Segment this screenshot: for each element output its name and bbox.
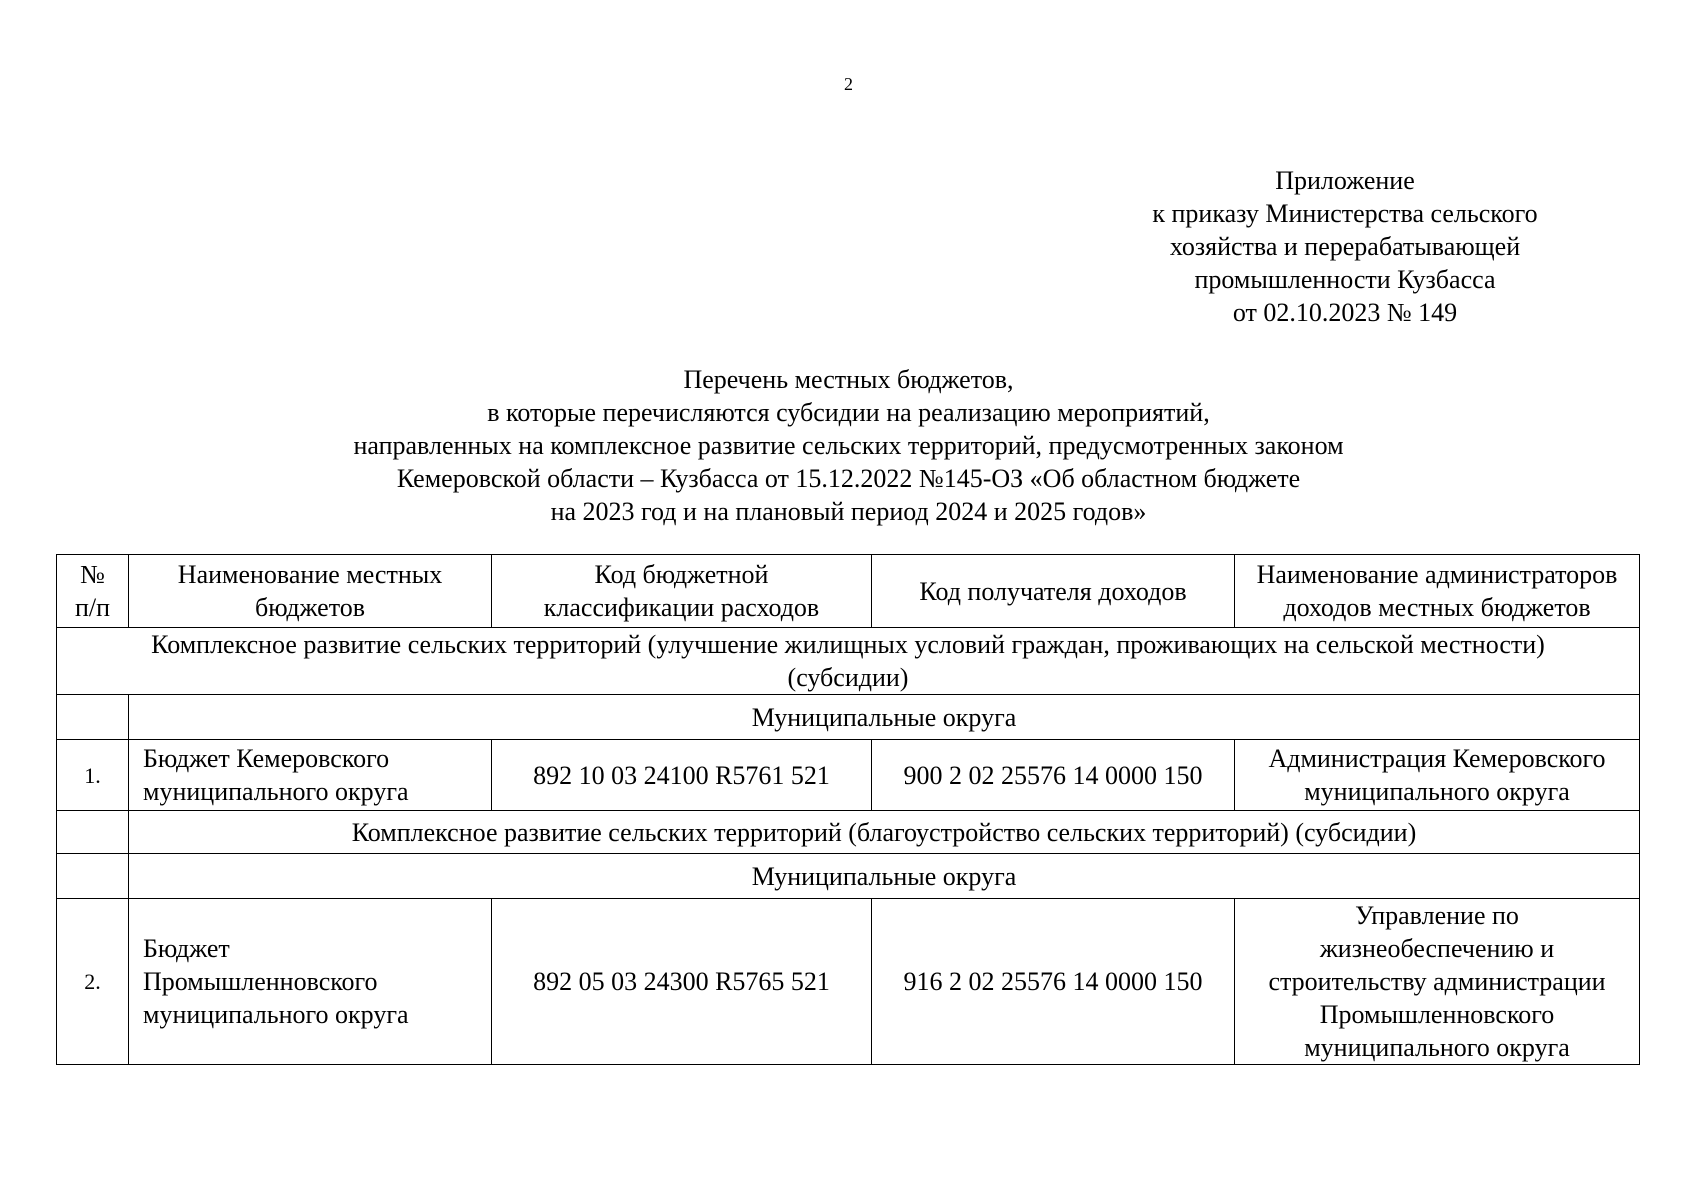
budget-name-cell: Бюджет Кемеровского муниципального округа: [129, 740, 492, 811]
appendix-line: хозяйства и перерабатывающей: [1169, 232, 1521, 261]
budget-table: [56, 554, 1640, 1065]
row-number: 1.: [57, 740, 129, 811]
title-line: направленных на комплексное развитие сельских территорий, предусмотренных законом: [353, 431, 1344, 460]
title-line: Кемеровской области – Кузбасса от 15.12.2022 №145-ОЗ «Об областном бюджете: [396, 464, 1301, 493]
appendix-line: промышленности Кузбасса: [1194, 265, 1496, 294]
section-title-improvement: Комплексное развитие сельских территорий (благоустройство сельских территорий) (субсидии): [129, 811, 1640, 854]
header-administrator: Наименование администраторов доходов местных бюджетов: [1235, 555, 1640, 628]
header-number: № п/п: [57, 555, 129, 628]
recipient-code-cell: 900 2 02 25576 14 0000 150: [872, 740, 1235, 811]
section-row: [57, 628, 1640, 695]
subheader-municipal-districts: Муниципальные округа: [129, 695, 1640, 740]
section-title-housing: Комплексное развитие сельских территорий (улучшение жилищных условий граждан, проживающих на сельской местности) (субсидии): [57, 628, 1640, 695]
table-header-row: [57, 555, 1640, 628]
subheader-row: [57, 854, 1640, 899]
document-title: [200, 363, 1497, 528]
title-line: на 2023 год и на плановый период 2024 и 2025 годов»: [550, 497, 1147, 526]
section-row: [57, 811, 1640, 854]
row-number: 2.: [57, 899, 129, 1065]
appendix-line: от 02.10.2023 № 149: [1232, 298, 1458, 327]
header-recipient-code: Код получателя доходов: [872, 555, 1235, 628]
table-row: [57, 740, 1640, 811]
expense-code-cell: 892 10 03 24100 R5761 521: [492, 740, 872, 811]
budget-name-cell: Бюджет Промышленновского муниципального округа: [129, 899, 492, 1065]
title-line: Перечень местных бюджетов,: [683, 365, 1014, 394]
subheader-municipal-districts: Муниципальные округа: [129, 854, 1640, 899]
administrator-cell: Управление по жизнеобеспечению и строительству администрации Промышленновского муниципального округа: [1235, 899, 1640, 1065]
administrator-cell: Администрация Кемеровского муниципального округа: [1235, 740, 1640, 811]
appendix-block: [1100, 164, 1590, 329]
table-row: [57, 899, 1640, 1065]
recipient-code-cell: 916 2 02 25576 14 0000 150: [872, 899, 1235, 1065]
title-line: в которые перечисляются субсидии на реализацию мероприятий,: [487, 398, 1210, 427]
appendix-line: к приказу Министерства сельского: [1152, 199, 1538, 228]
subheader-row: [57, 695, 1640, 740]
header-budget-name: Наименование местных бюджетов: [129, 555, 492, 628]
empty-cell: [57, 854, 129, 899]
header-expense-code: Код бюджетной классификации расходов: [492, 555, 872, 628]
empty-cell: [57, 811, 129, 854]
page-number: 2: [844, 74, 853, 94]
expense-code-cell: 892 05 03 24300 R5765 521: [492, 899, 872, 1065]
empty-cell: [57, 695, 129, 740]
appendix-line: Приложение: [1275, 166, 1415, 195]
